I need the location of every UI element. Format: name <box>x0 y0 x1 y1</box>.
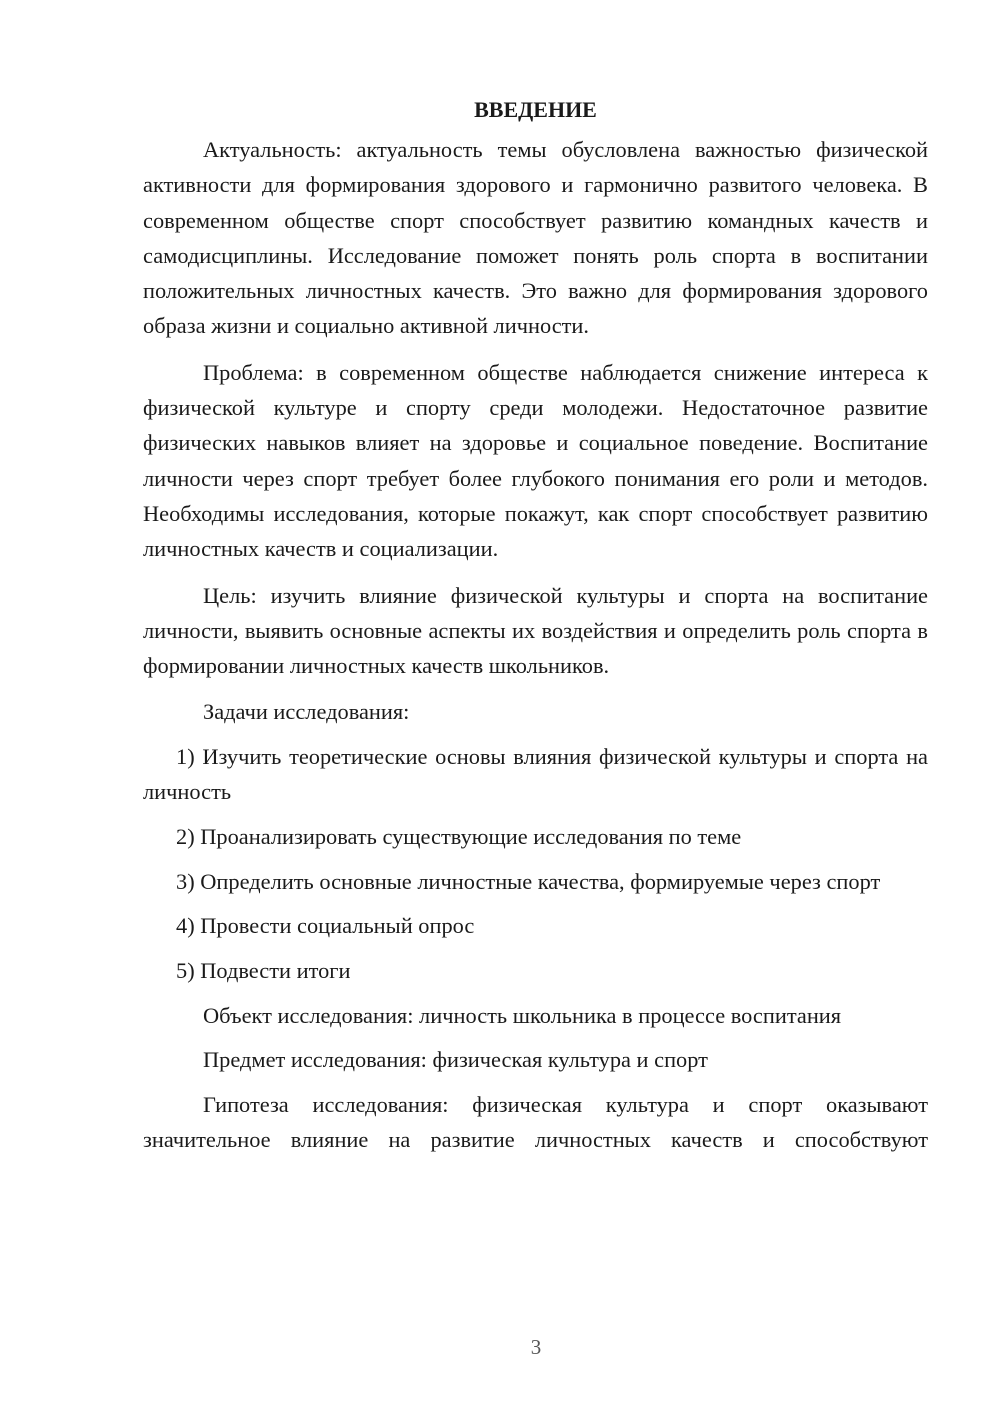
tasks-heading: Задачи исследования: <box>203 699 410 725</box>
hypothesis-paragraph: Гипотеза исследования: физическая культура и спорт оказывают значительное влияние на развитие личностных качеств и способствуют <box>143 1091 928 1152</box>
problem-paragraph: Проблема: в современном обществе наблюдается снижение интереса к физической культуре и спорту среди молодежи. Недостаточное развитие физических навыков влияет на здоровье и социальное поведение. Воспитание личности через спорт требует более глубокого понимания его роли и методов. Необходимы исследования, которые покажут, как спорт способствует развитию личностных качеств и социализации. <box>143 359 928 562</box>
task-item: 1) Изучить теоретические основы влияния физической культуры и спорта на личность <box>143 743 928 805</box>
task-item: 2) Проанализировать существующие исследования по теме <box>176 823 742 849</box>
section-title: ВВЕДЕНИЕ <box>474 97 597 122</box>
relevance-paragraph: Актуальность: актуальность темы обусловлена важностью физической активности для формирования здорового и гармонично развитого человека. В современном обществе спорт способствует развитию командных качеств и самодисциплины. Исследование поможет понять роль спорта в воспитании положительных личностных качеств. Это важно для формирования здорового образа жизни и социально активной личности. <box>143 137 928 339</box>
task-item: 3) Определить основные личностные качества, формируемые через спорт <box>176 868 881 894</box>
task-item: 4) Провести социальный опрос <box>176 913 475 939</box>
research-subject: Предмет исследования: физическая культура и спорт <box>203 1047 708 1073</box>
research-object: Объект исследования: личность школьника в процессе воспитания <box>203 1003 842 1029</box>
document-page <box>143 92 928 1168</box>
task-item: 5) Подвести итоги <box>176 958 351 984</box>
goal-paragraph: Цель: изучить влияние физической культуры и спорта на воспитание личности, выявить основные аспекты их воздействия и определить роль спорта в формировании личностных качеств школьников. <box>143 582 928 679</box>
page-number: 3 <box>530 1335 542 1359</box>
